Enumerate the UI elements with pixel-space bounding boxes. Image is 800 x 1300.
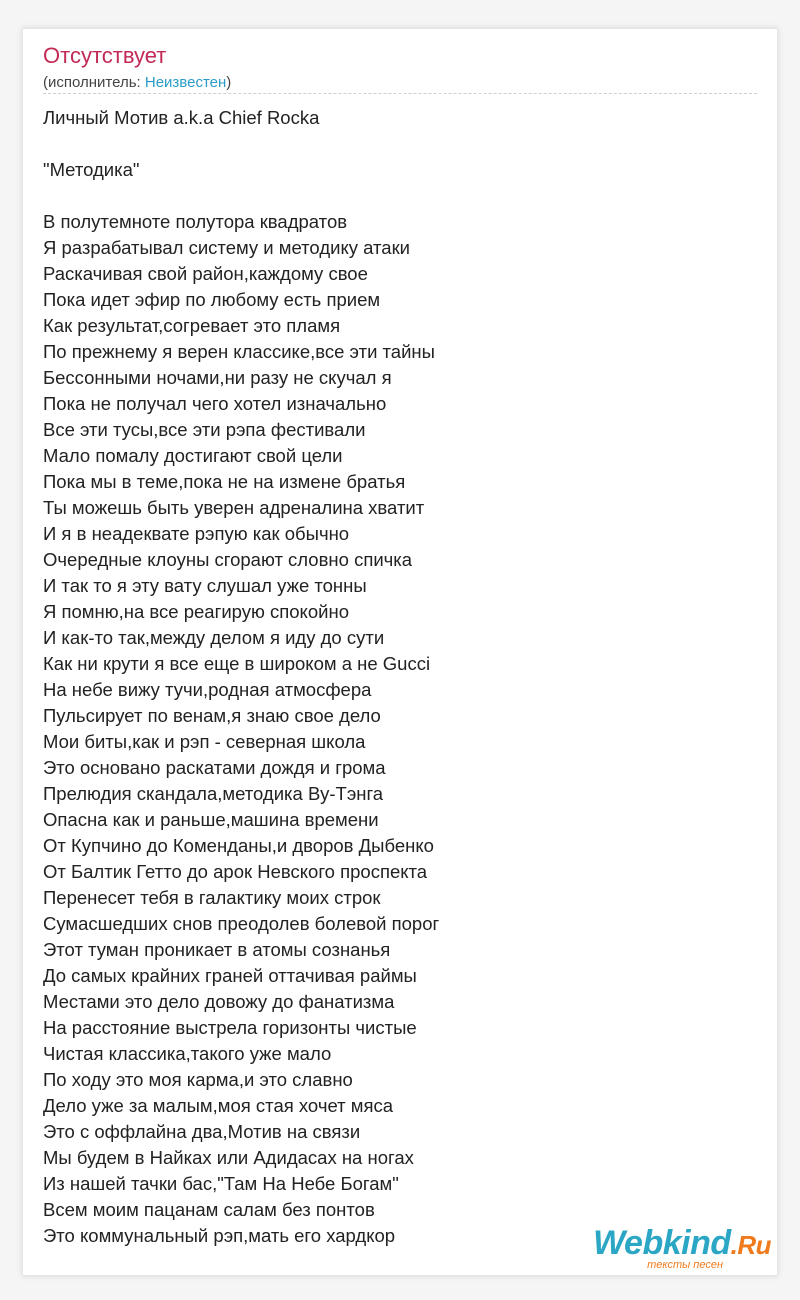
lyric-line: Чистая классика,такого уже мало (43, 1043, 332, 1064)
divider (43, 93, 757, 94)
artist-suffix: ) (226, 74, 232, 91)
lyric-line: Я помню,на все реагирую спокойно (43, 601, 349, 622)
watermark-brand: Webkind (593, 1224, 731, 1262)
lyric-line: Дело уже за малым,моя стая хочет мяса (43, 1095, 394, 1116)
lyric-line: В полутемноте полутора квадратов (43, 211, 348, 232)
artist-line (43, 74, 231, 91)
lyric-line: Прелюдия скандала,методика Ву-Тэнга (43, 783, 384, 804)
lyric-credit: Личный Мотив a.k.a Chief Rocka (43, 107, 320, 128)
song-title: Отсутствует (43, 43, 167, 68)
lyric-line: Мало помалу достигают свой цели (43, 445, 343, 466)
lyric-line: Все эти тусы,все эти рэпа фестивали (43, 419, 366, 440)
lyrics-card (22, 28, 778, 1276)
lyric-line: Пульсирует по венам,я знаю свое дело (43, 705, 381, 726)
artist-prefix: (исполнитель: (43, 74, 145, 91)
lyric-line: Мы будем в Найках или Адидасах на ногах (43, 1147, 414, 1168)
lyric-line: Пока не получал чего хотел изначально (43, 393, 387, 414)
lyric-track-name: "Методика" (43, 159, 140, 180)
lyric-line: Всем моим пацанам салам без понтов (43, 1199, 375, 1220)
lyric-line: Как ни крути я все еще в широком а не Gucci (43, 653, 431, 674)
lyric-line: И как-то так,между делом я иду до сути (43, 627, 385, 648)
lyric-line: От Купчино до Коменданы,и дворов Дыбенко (43, 835, 434, 856)
lyric-line: Перенесет тебя в галактику моих строк (43, 887, 381, 908)
lyrics-body (43, 105, 743, 1249)
lyric-line: Раскачивая свой район,каждому свое (43, 263, 368, 284)
lyric-line: Бессонными ночами,ни разу не скучал я (43, 367, 392, 388)
lyric-line: До самых крайних граней оттачивая раймы (43, 965, 417, 986)
watermark-logo (571, 1225, 771, 1263)
lyric-lines (43, 209, 743, 1249)
watermark-tagline: тексты песен (647, 1259, 723, 1271)
lyric-line: Мои биты,как и рэп - северная школа (43, 731, 366, 752)
lyric-line: На расстояние выстрела горизонты чистые (43, 1017, 417, 1038)
webkind-watermark (571, 1225, 771, 1269)
lyric-line: Пока идет эфир по любому есть прием (43, 289, 381, 310)
lyric-line: Ты можешь быть уверен адреналина хватит (43, 497, 425, 518)
lyric-line: По прежнему я верен классике,все эти тайны (43, 341, 435, 362)
lyric-line: Этот туман проникает в атомы сознанья (43, 939, 391, 960)
lyric-line: От Балтик Гетто до арок Невского проспекта (43, 861, 428, 882)
lyric-line: Это с оффлайна два,Мотив на связи (43, 1121, 361, 1142)
lyric-line: Это коммунальный рэп,мать его хардкор (43, 1225, 396, 1246)
lyric-line: Опасна как и раньше,машина времени (43, 809, 379, 830)
lyric-line: Я разрабатывал систему и методику атаки (43, 237, 411, 258)
lyric-line: И так то я эту вату слушал уже тонны (43, 575, 367, 596)
lyric-line: Пока мы в теме,пока не на измене братья (43, 471, 406, 492)
lyric-line: И я в неадеквате рэпую как обычно (43, 523, 350, 544)
lyric-line: Очередные клоуны сгорают словно спичка (43, 549, 413, 570)
lyric-line: Из нашей тачки бас,"Там На Небе Богам" (43, 1173, 399, 1194)
blank-line (43, 131, 743, 157)
lyric-line: По ходу это моя карма,и это славно (43, 1069, 353, 1090)
lyric-line: Местами это дело довожу до фанатизма (43, 991, 395, 1012)
blank-line (43, 183, 743, 209)
lyric-line: Сумасшедших снов преодолев болевой порог (43, 913, 440, 934)
lyric-line: На небе вижу тучи,родная атмосфера (43, 679, 372, 700)
artist-link[interactable]: Неизвестен (144, 74, 227, 91)
lyric-line: Это основано раскатами дождя и грома (43, 757, 386, 778)
lyric-line: Как результат,согревает это пламя (43, 315, 341, 336)
watermark-tld: .Ru (730, 1230, 771, 1260)
